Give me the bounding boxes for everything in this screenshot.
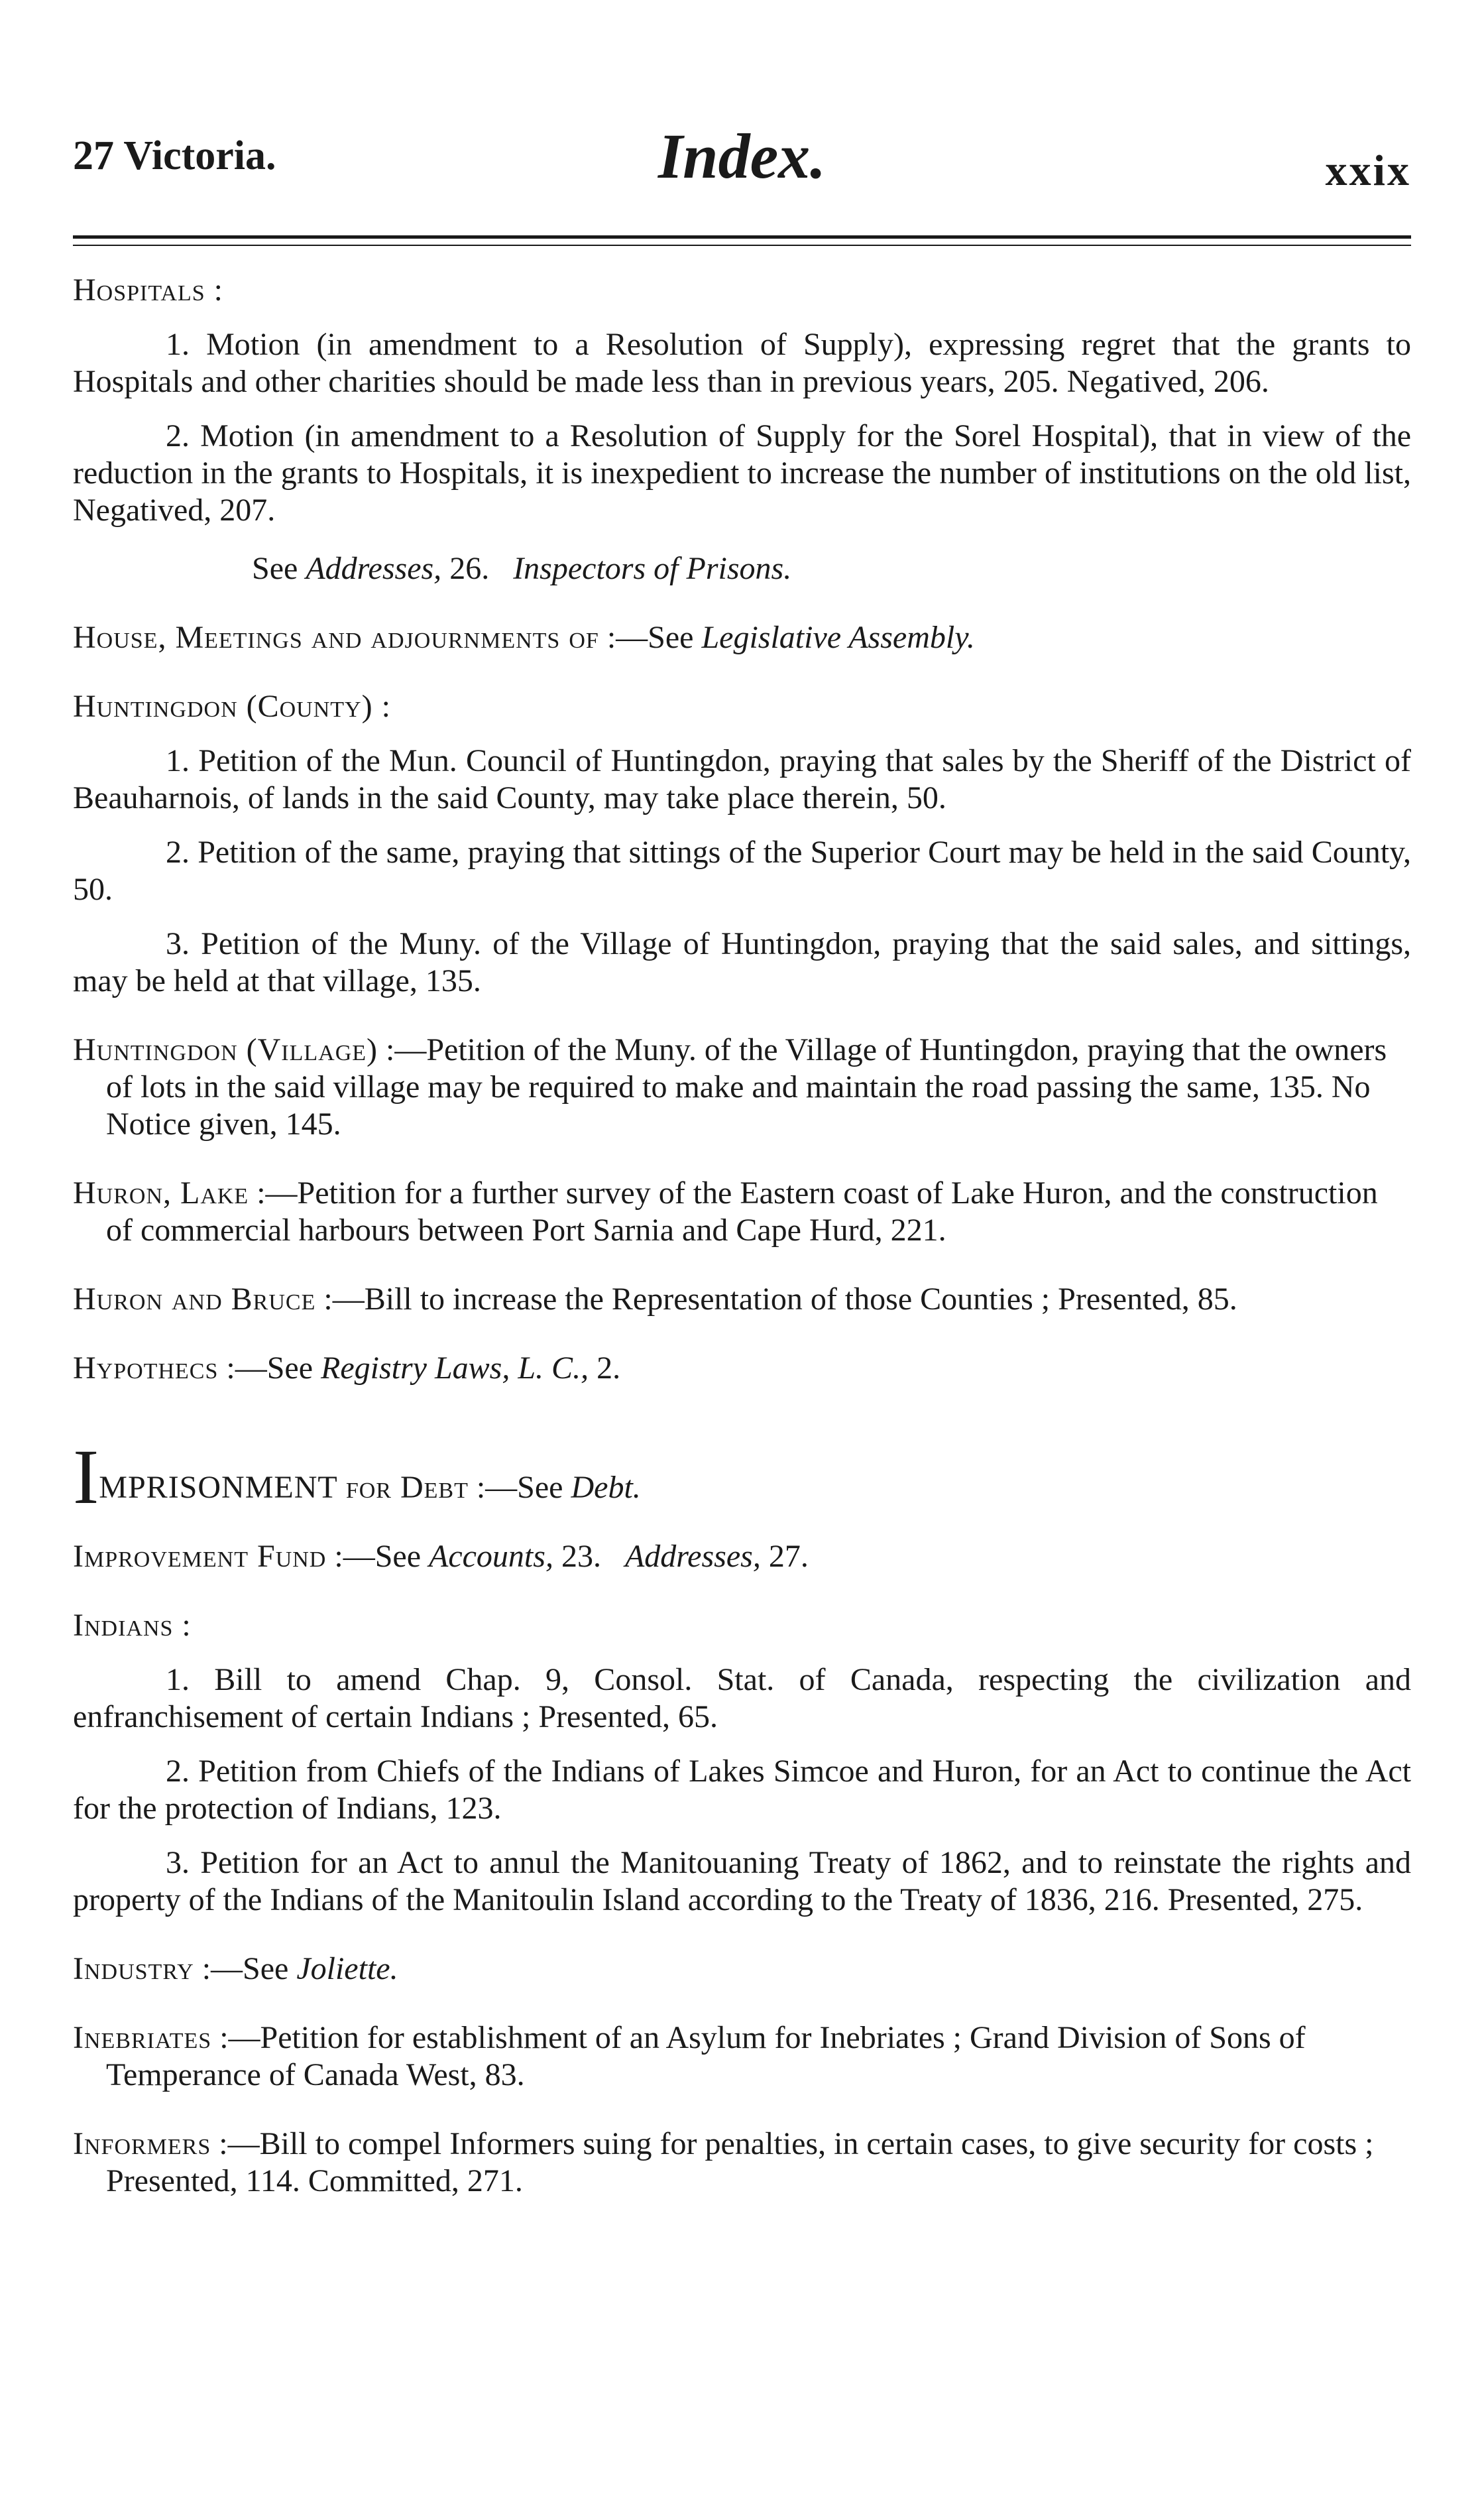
page-reference: 27.: [760, 1539, 809, 1574]
entry-huntingdon-county: [73, 688, 1411, 1000]
see-label: See: [252, 551, 298, 586]
cross-reference: Joliette.: [296, 1951, 398, 1986]
entry-heading: Informers: [73, 2126, 211, 2161]
header-rule: [73, 235, 1411, 254]
entry-hospitals: [73, 272, 1411, 587]
section-initial: I: [73, 1433, 99, 1520]
cross-reference: Inspectors of Prisons.: [513, 551, 792, 586]
entry-item: 1. Petition of the Mun. Council of Huntingdon, praying that sales by the Sheriff of the District of Beauharnois, of lands in the said County, may take place therein, 50.: [73, 743, 1411, 815]
entry-inebriates: [73, 2019, 1411, 2094]
header-volume: 27 Victoria.: [73, 133, 276, 178]
header-rule-thick: [73, 235, 1411, 239]
entry-item: 2. Motion (in amendment to a Resolution of Supply for the Sorel Hospital), that in view of the reduction in the grants to Hospitals, it is inexpedient to increase the number of institutions on the old list, Negatived, 207.: [73, 418, 1411, 528]
entry-text: :—Bill to compel Informers suing for penalties, in certain cases, to give security for costs ; Presented, 114. Committed, 271.: [106, 2126, 1374, 2198]
entry-improvement-fund: [73, 1538, 1411, 1575]
entry-heading: Indians :: [73, 1608, 192, 1643]
entry-item: 2. Petition of the same, praying that sittings of the Superior Court may be held in the said County, 50.: [73, 835, 1411, 907]
entry-house: [73, 619, 1411, 656]
entry-item: 1. Bill to amend Chap. 9, Consol. Stat. of Canada, respecting the civilization and enfranchisement of certain Indians ; Presented, 65.: [73, 1662, 1411, 1734]
header-rule-thin: [73, 245, 1411, 246]
cross-reference: Legislative Assembly.: [701, 620, 975, 655]
entry-heading: MPRISONMENT for Debt: [99, 1470, 469, 1505]
cross-reference: Addresses,: [624, 1539, 761, 1574]
entry-industry: [73, 1950, 1411, 1988]
entry-huron-bruce: [73, 1281, 1411, 1318]
entry-informers: [73, 2126, 1411, 2200]
entry-text: :—See: [326, 1539, 429, 1574]
entry-huron-lake: [73, 1175, 1411, 1249]
header-page-number: xxix: [1325, 147, 1411, 195]
page-reference: 2.: [589, 1350, 621, 1386]
entry-text: :—See: [218, 1350, 321, 1386]
entry-heading: Hypothecs: [73, 1350, 219, 1386]
entry-item: 3. Petition of the Muny. of the Village of Huntingdon, praying that the said sales, and sittings, may be held at that village, 135.: [73, 926, 1411, 998]
entry-heading: Industry: [73, 1951, 194, 1986]
entry-heading: Improvement Fund: [73, 1539, 327, 1574]
entry-indians: [73, 1607, 1411, 1919]
entry-heading: Inebriates: [73, 2020, 212, 2055]
cross-reference: Addresses,: [306, 551, 442, 586]
entry-imprisonment: [73, 1433, 1411, 1520]
cross-reference: Accounts,: [429, 1539, 553, 1574]
entry-huntingdon-village: [73, 1032, 1411, 1143]
entry-item: 1. Motion (in amendment to a Resolution of Supply), expressing regret that the grants to Hospitals and other charities should be made less than in previous years, 205. Negatived, 206.: [73, 327, 1411, 399]
entry-heading: Huntingdon (Village): [73, 1032, 378, 1067]
page-header: [73, 119, 1411, 219]
cross-reference: Registry Laws, L. C.,: [321, 1350, 589, 1386]
entry-hypothecs: [73, 1350, 1411, 1387]
entry-text: :—See: [599, 620, 702, 655]
entry-text: :—See: [468, 1470, 571, 1505]
section-gap: [73, 1419, 1411, 1451]
entry-heading: House, Meetings and adjournments of: [73, 620, 599, 655]
entry-text: :—Petition for establishment of an Asylum for Inebriates ; Grand Division of Sons of Temperance of Canada West, 83.: [106, 2020, 1306, 2092]
entry-text: :—Bill to increase the Representation of those Counties ; Presented, 85.: [315, 1282, 1237, 1317]
entry-item: 3. Petition for an Act to annul the Manitouaning Treaty of 1862, and to reinstate the rights and property of the Indians of the Manitoulin Island according to the Treaty of 1836, 216. Presented, 275.: [73, 1845, 1411, 1917]
entry-item: 2. Petition from Chiefs of the Indians of Lakes Simcoe and Huron, for an Act to continue the Act for the protection of Indians, 123.: [73, 1754, 1411, 1826]
see-also-line: [73, 550, 1411, 587]
entry-heading: Huntingdon (County) :: [73, 689, 391, 724]
entry-text: :—Petition for a further survey of the Eastern coast of Lake Huron, and the construction of commercial harbours between Port Sarnia and Cape Hurd, 221.: [106, 1175, 1378, 1248]
entry-heading: Hospitals :: [73, 272, 223, 308]
page-reference: 23.: [553, 1539, 601, 1574]
entry-heading: Huron and Bruce: [73, 1282, 316, 1317]
cross-reference: Debt.: [571, 1470, 641, 1505]
entry-text: :—Petition of the Muny. of the Village of Huntingdon, praying that the owners of lots in the said village may be required to make and maintain the road passing the same, 135. No Notice given, 145.: [106, 1032, 1387, 1142]
header-title: Index.: [657, 121, 827, 192]
index-body: [73, 272, 1411, 2232]
entry-text: :—See: [194, 1951, 297, 1986]
entry-heading: Huron, Lake: [73, 1175, 249, 1211]
page-reference: 26.: [449, 551, 490, 586]
